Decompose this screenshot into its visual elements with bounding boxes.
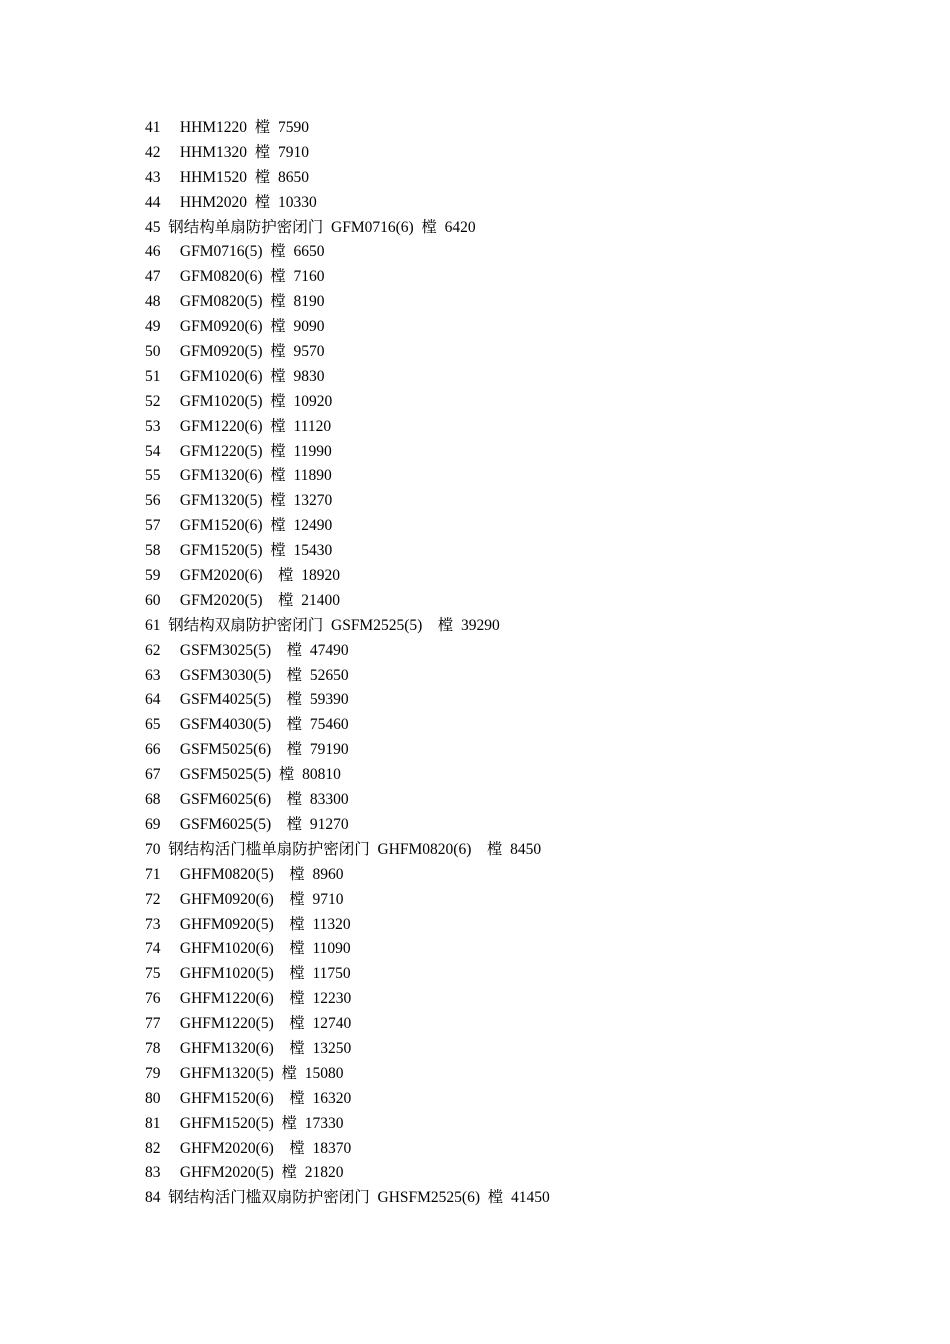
list-item: 52 GFM1020(5) 樘 10920 [145,392,333,410]
list-item: 74 GHFM1020(6) 樘 11090 [145,940,351,958]
list-item: 54 GFM1220(5) 樘 11990 [145,442,332,460]
list-item: 82 GHFM2020(6) 樘 18370 [145,1139,352,1157]
list-item: 48 GFM0820(5) 樘 8190 [145,293,325,311]
list-item: 62 GSFM3025(5) 樘 47490 [145,641,349,659]
list-item: 49 GFM0920(6) 樘 9090 [145,318,325,336]
list-item: 60 GFM2020(5) 樘 21400 [145,591,341,609]
list-item: 69 GSFM6025(5) 樘 91270 [145,815,349,833]
list-item: 65 GSFM4030(5) 樘 75460 [145,716,349,734]
list-item: 81 GHFM1520(5) 樘 17330 [145,1114,344,1132]
list-item: 83 GHFM2020(5) 樘 21820 [145,1164,344,1182]
list-item: 71 GHFM0820(5) 樘 8960 [145,865,344,883]
list-item: 79 GHFM1320(5) 樘 15080 [145,1064,344,1082]
list-item: 58 GFM1520(5) 樘 15430 [145,542,333,560]
list-item: 42 HHM1320 樘 7910 [145,143,310,161]
list-item: 43 HHM1520 樘 8650 [145,168,310,186]
list-item: 64 GSFM4025(5) 樘 59390 [145,691,349,709]
list-item: 47 GFM0820(6) 樘 7160 [145,268,325,286]
list-item: 46 GFM0716(5) 樘 6650 [145,243,325,261]
list-item: 51 GFM1020(6) 樘 9830 [145,367,325,385]
list-item: 78 GHFM1320(6) 樘 13250 [145,1039,352,1057]
list-item: 57 GFM1520(6) 樘 12490 [145,517,333,535]
list-item: 72 GHFM0920(6) 樘 9710 [145,890,344,908]
list-item: 67 GSFM5025(5) 樘 80810 [145,766,341,784]
list-item: 41 HHM1220 樘 7590 [145,119,310,136]
list-item: 84 钢结构活门槛双扇防护密闭门 GHSFM2525(6) 樘 41450 [145,1189,550,1207]
list-item: 80 GHFM1520(6) 樘 16320 [145,1089,352,1107]
list-item: 56 GFM1320(5) 樘 13270 [145,492,333,510]
price-list [145,116,550,1211]
list-item: 44 HHM2020 樘 10330 [145,193,317,211]
list-item: 77 GHFM1220(5) 樘 12740 [145,1015,352,1033]
list-item: 76 GHFM1220(6) 樘 12230 [145,990,352,1008]
list-item: 75 GHFM1020(5) 樘 11750 [145,965,351,983]
list-item: 53 GFM1220(6) 樘 11120 [145,417,332,435]
list-item: 55 GFM1320(6) 樘 11890 [145,467,332,485]
list-item: 50 GFM0920(5) 樘 9570 [145,343,325,361]
list-item: 66 GSFM5025(6) 樘 79190 [145,741,349,759]
list-item: 68 GSFM6025(6) 樘 83300 [145,791,349,809]
list-item: 70 钢结构活门槛单扇防护密闭门 GHFM0820(6) 樘 8450 [145,840,542,858]
list-item: 63 GSFM3030(5) 樘 52650 [145,666,349,684]
list-item: 61 钢结构双扇防护密闭门 GSFM2525(5) 樘 39290 [145,616,500,634]
list-item: 73 GHFM0920(5) 樘 11320 [145,915,351,933]
list-item: 59 GFM2020(6) 樘 18920 [145,567,341,585]
list-item: 45 钢结构单扇防护密闭门 GFM0716(6) 樘 6420 [145,218,476,236]
